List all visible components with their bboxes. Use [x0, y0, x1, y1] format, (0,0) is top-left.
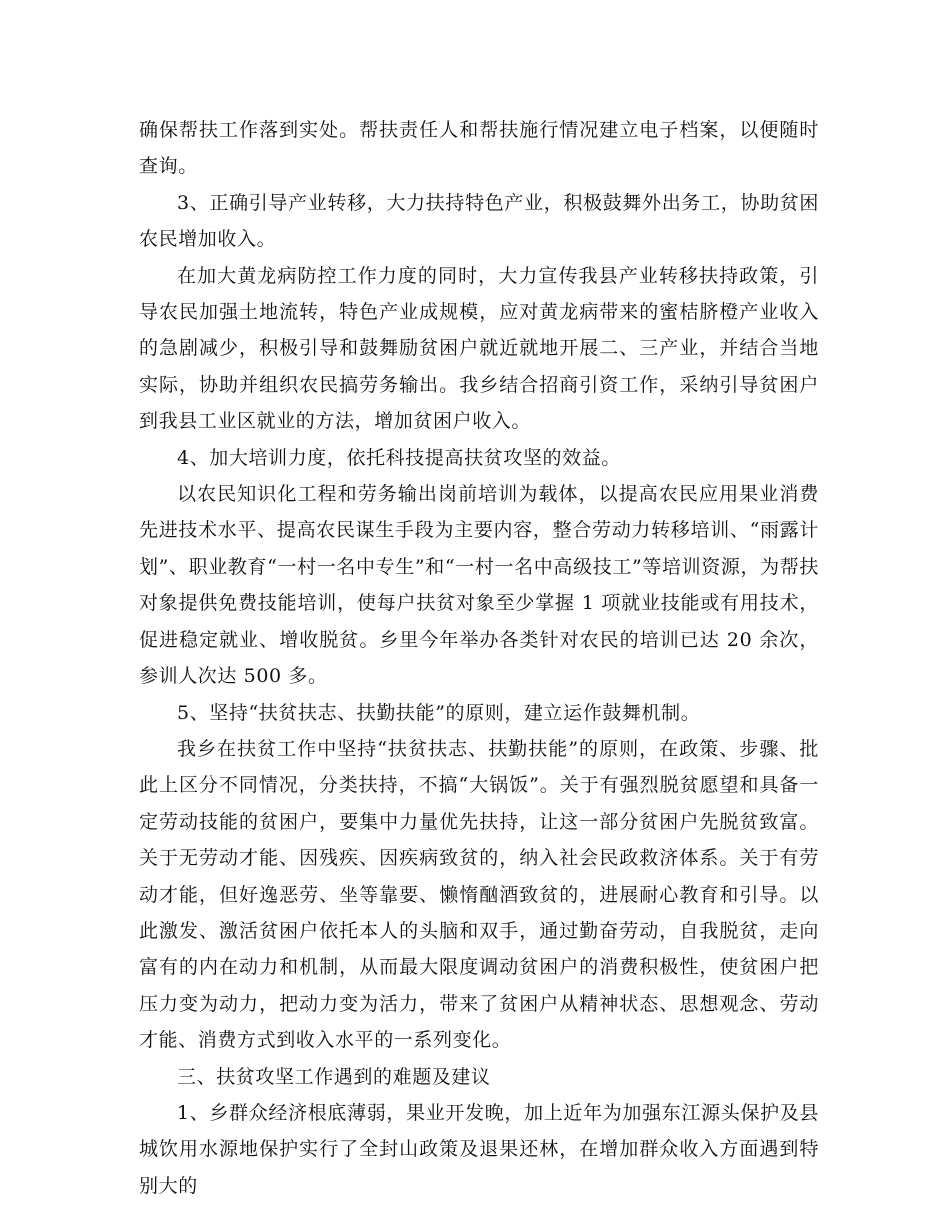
paragraph-3: 在加大黄龙病防控工作力度的同时，大力宣传我县产业转移扶持政策，引导农民加强土地流转，特色产业成规模，应对黄龙病带来的蜜桔脐橙产业收入的急剧减少，积极引导和鼓舞励贫困户就近就地开展二、三产业，并结合当地实际，协助并组织农民搞劳务输出。我乡结合招商引资工作，采纳引导贫困户到我县工业区就业的方法，增加贫困户收入。: [139, 264, 819, 433]
heading-item-5: 5、坚持“扶贫扶志、扶勤扶能”的原则，建立运作鼓舞机制。: [177, 701, 701, 724]
section-heading-3: 三、扶贫攻坚工作遇到的难题及建议: [177, 1065, 491, 1088]
heading-item-3: 3、正确引导产业转移，大力扶持特色产业，积极鼓舞外出务工，协助贫困农民增加收入。: [139, 191, 819, 251]
document-body: [139, 112, 819, 1204]
paragraph-7: 我乡在扶贫工作中坚持“扶贫扶志、扶勤扶能”的原则，在政策、步骤、批此上区分不同情况，分类扶持，不搞“大锅饭”。关于有强烈脱贫愿望和具备一定劳动技能的贫困户，要集中力量优先扶持，让这一部分贫困户先脱贫致富。关于无劳动才能、因残疾、因疾病致贫的，纳入社会民政救济体系。关于有劳动才能，但好逸恶劳、坐等靠要、懒惰酗酒致贫的，进展耐心教育和引导。以此激发、激活贫困户依托本人的头脑和双手，通过勤奋劳动，自我脱贫，走向富有的内在动力和机制，从而最大限度调动贫困户的消费积极性，使贫困户把压力变为动力，把动力变为活力，带来了贫困户从精神状态、思想观念、劳动才能、消费方式到收入水平的一系列变化。: [139, 737, 819, 1052]
heading-item-4: 4、加大培训力度，依托科技提高扶贫攻坚的效益。: [177, 446, 621, 469]
paragraph-9: 1、乡群众经济根底薄弱，果业开发晚，加上近年为加强东江源头保护及县城饮用水源地保护实行了全封山政策及退果还林，在增加群众收入方面遇到特别大的: [139, 1101, 819, 1197]
paragraph-1: 确保帮扶工作落到实处。帮扶责任人和帮扶施行情况建立电子档案，以便随时查询。: [139, 119, 819, 178]
paragraph-5: 以农民知识化工程和劳务输出岗前培训为载体，以提高农民应用果业消费先进技术水平、提高农民谋生手段为主要内容，整合劳动力转移培训、“雨露计划”、职业教育“一村一名中专生”和“一村一名中高级技工”等培训资源，为帮扶对象提供免费技能培训，使每户扶贫对象至少掌握 1 项就业技能或有用技术，促进稳定就业、增收脱贫。乡里今年举办各类针对农民的培训已达 20 余次，参训人次达 500 多。: [139, 483, 819, 688]
